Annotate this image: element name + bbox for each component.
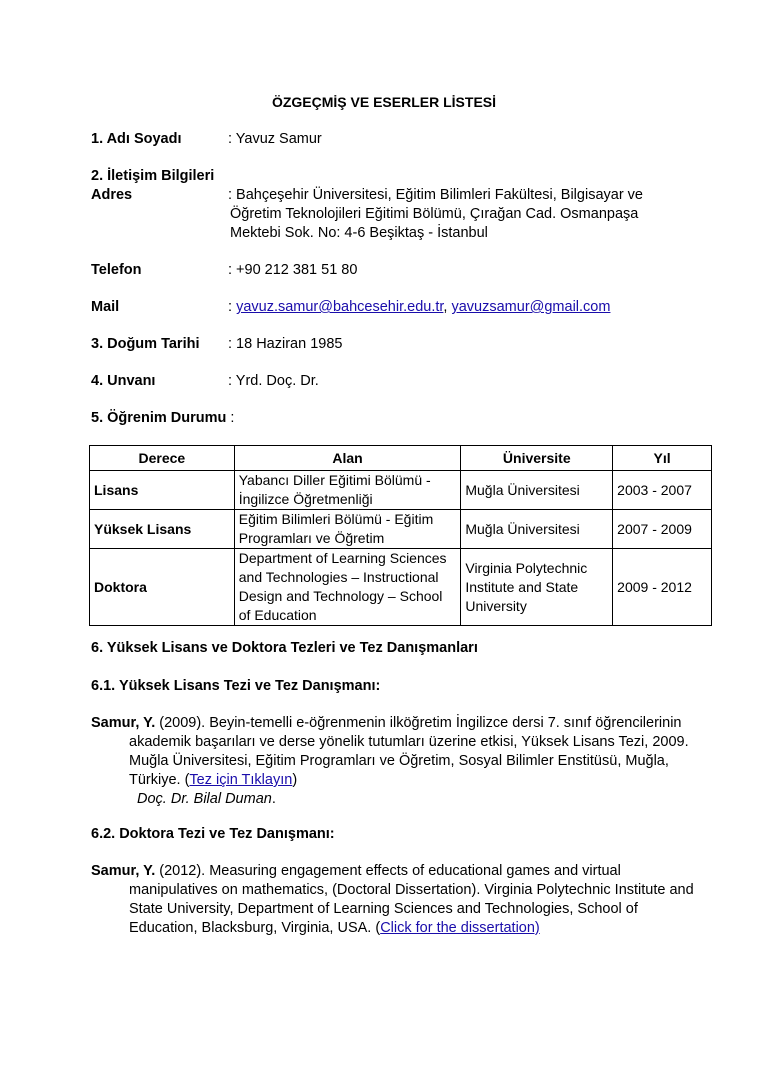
- phd-dissertation-link[interactable]: Click for the dissertation): [380, 920, 540, 936]
- ms-citation-line-2: akademik başarıları ve derse yönelik tutumları üzerine etkisi, Yüksek Lisans Tezi, 2009.: [129, 734, 689, 750]
- degree-cell: Doktora: [90, 549, 235, 626]
- university-cell: Virginia Polytechnic Institute and State University: [461, 549, 613, 626]
- header-year: Yıl: [613, 446, 712, 471]
- phd-line-1-text: (2012). Measuring engagement effects of educational games and virtual: [155, 863, 621, 879]
- education-label: 5. Öğrenim Durumu: [91, 410, 227, 426]
- ms-advisor-name: Doç. Dr. Bilal Duman: [137, 791, 272, 807]
- education-heading: [91, 409, 234, 428]
- phd-citation-line-1: [91, 862, 711, 881]
- mail-value: [228, 298, 668, 317]
- university-cell: Muğla Üniversitesi: [461, 510, 613, 549]
- university-cell: Muğla Üniversitesi: [461, 471, 613, 510]
- ms-advisor: [137, 790, 276, 809]
- table-row: [90, 471, 712, 510]
- header-degree: Derece: [90, 446, 235, 471]
- mail-label: Mail: [91, 299, 120, 315]
- phd-citation-line-4: [91, 919, 711, 938]
- phd-line-4-pre: Education, Blacksburg, Virginia, USA. (: [129, 920, 381, 936]
- ms-citation-line-1: [91, 714, 711, 733]
- address-line-3: Mektebi Sok. No: 4-6 Beşiktaş - İstanbul: [230, 225, 488, 241]
- table-row: [90, 510, 712, 549]
- name-label: 1. Adı Soyadı: [91, 131, 182, 147]
- year-cell: 2003 - 2007: [613, 471, 712, 510]
- mail-prefix: :: [228, 299, 237, 315]
- academic-title-label: 4. Unvanı: [91, 373, 156, 389]
- degree-cell: Lisans: [90, 471, 235, 510]
- ms-thesis-link[interactable]: Tez için Tıklayın: [189, 772, 293, 788]
- header-field: Alan: [234, 446, 461, 471]
- address-value: [230, 186, 670, 243]
- theses-heading: 6. Yüksek Lisans ve Doktora Tezleri ve Tez Danışmanları: [91, 640, 478, 656]
- header-university: Üniversite: [461, 446, 613, 471]
- degree-cell: Yüksek Lisans: [90, 510, 235, 549]
- ms-thesis-heading: 6.1. Yüksek Lisans Tezi ve Tez Danışmanı:: [91, 678, 381, 694]
- address-label: Adres: [91, 187, 133, 203]
- year-cell: 2009 - 2012: [613, 549, 712, 626]
- name-value: : Yavuz Samur: [228, 131, 322, 147]
- personal-email-link[interactable]: yavuzsamur@gmail.com: [451, 299, 611, 315]
- phd-citation-line-3: State University, Department of Learning Sciences and Technologies, School of: [129, 901, 638, 917]
- contact-label: 2. İletişim Bilgileri: [91, 168, 215, 184]
- work-email-link[interactable]: yavuz.samur@bahcesehir.edu.tr: [236, 299, 444, 315]
- address-line-2: Öğretim Teknolojileri Eğitimi Bölümü, Çırağan Cad. Osmanpaşa: [230, 206, 639, 222]
- ms-thesis-citation: [91, 714, 711, 790]
- phone-value: : +90 212 381 51 80: [228, 262, 358, 278]
- phone-label: Telefon: [91, 262, 142, 278]
- table-row: [90, 549, 712, 626]
- phd-author: Samur, Y.: [91, 863, 156, 879]
- mail-separator: ,: [443, 299, 452, 315]
- ms-citation-line-3: Muğla Üniversitesi, Eğitim Programları ve Öğretim, Sosyal Bilimler Enstitüsü, Muğla,: [129, 753, 669, 769]
- education-table: [89, 445, 712, 626]
- ms-line-1-text: (2009). Beyin-temelli e-öğrenmenin ilköğretim İngilizce dersi 7. sınıf öğrencilerinin: [155, 715, 682, 731]
- education-table-header: [90, 446, 712, 471]
- birth-label: 3. Doğum Tarihi: [91, 336, 200, 352]
- academic-title-value: : Yrd. Doç. Dr.: [228, 373, 319, 389]
- phd-thesis-heading: 6.2. Doktora Tezi ve Tez Danışmanı:: [91, 826, 335, 842]
- ms-line-4-pre: Türkiye. (: [129, 772, 190, 788]
- field-cell: Yabancı Diller Eğitimi Bölümü - İngilizce Öğretmenliği: [234, 471, 461, 510]
- ms-line-4-post: ): [292, 772, 298, 788]
- year-cell: 2007 - 2009: [613, 510, 712, 549]
- field-cell: Eğitim Bilimleri Bölümü - Eğitim Programları ve Öğretim: [234, 510, 461, 549]
- ms-citation-line-4: [91, 771, 711, 790]
- ms-author: Samur, Y.: [91, 715, 156, 731]
- education-colon: :: [226, 410, 235, 426]
- address-line-1: : Bahçeşehir Üniversitesi, Eğitim Bilimleri Fakültesi, Bilgisayar ve: [228, 187, 643, 203]
- phd-thesis-citation: [91, 862, 711, 938]
- birth-value: : 18 Haziran 1985: [228, 336, 343, 352]
- ms-advisor-period: .: [271, 791, 276, 807]
- phd-citation-line-2: manipulatives on mathematics, (Doctoral Dissertation). Virginia Polytechnic Institute and: [129, 882, 694, 898]
- field-cell: Department of Learning Sciences and Technologies – Instructional Design and Technology – School of Education: [234, 549, 461, 626]
- page-title: ÖZGEÇMİŞ VE ESERLER LİSTESİ: [271, 94, 497, 110]
